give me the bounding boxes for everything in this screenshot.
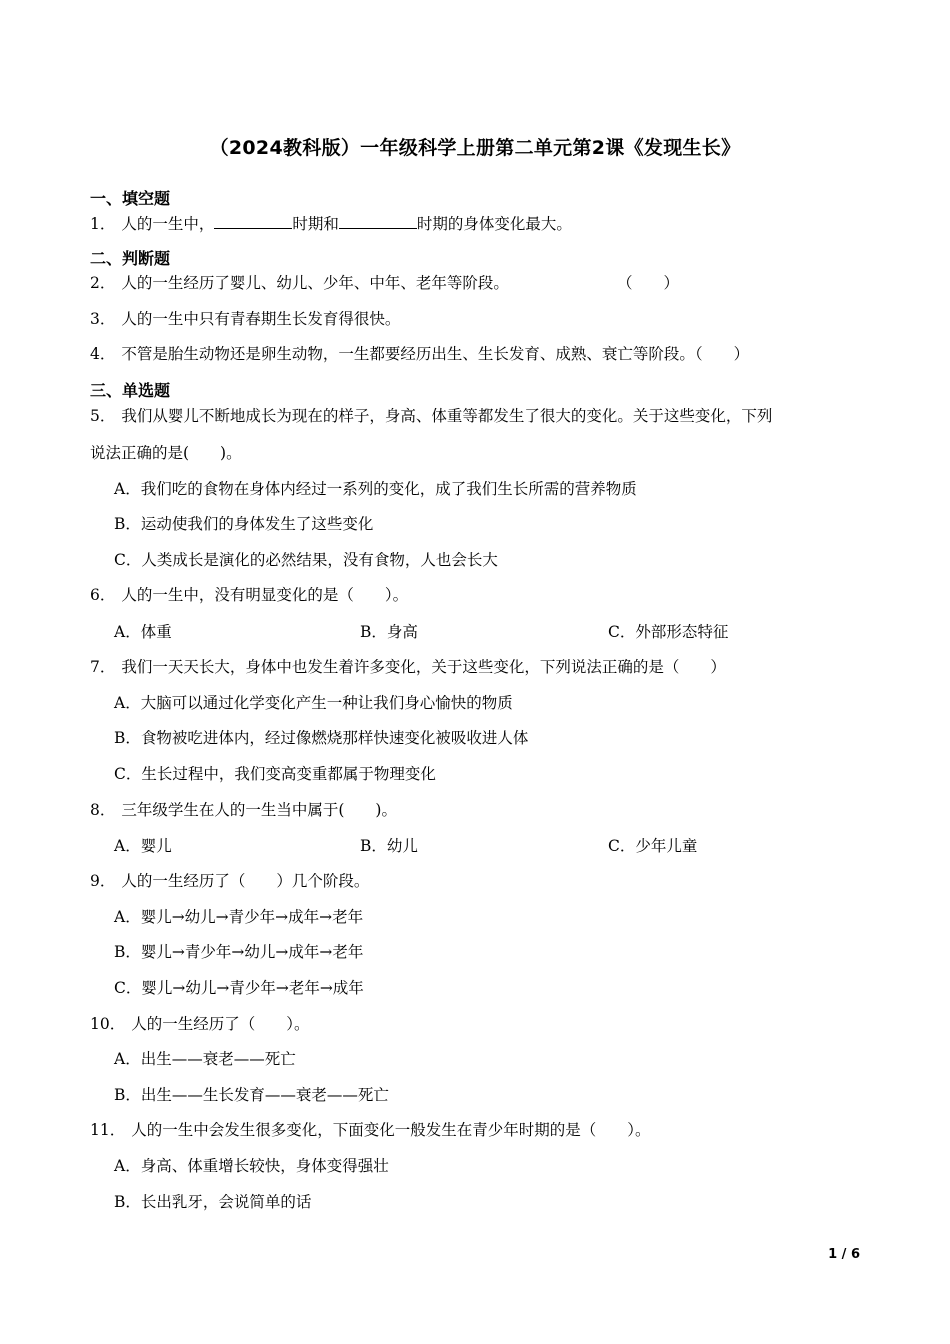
question-5: 5． 我们从婴儿不断地成长为现在的样子，身高、体重等都发生了很大的变化。关于这些变化，下列 bbox=[90, 407, 773, 425]
answer-blank[interactable] bbox=[214, 214, 292, 229]
question-8: 8． 三年级学生在人的一生当中属于( )。 bbox=[90, 801, 397, 819]
question-10: 10． 人的一生经历了（ ）。 bbox=[90, 1015, 310, 1033]
option-c[interactable]: C．婴儿→幼儿→青少年→老年→成年 bbox=[114, 979, 364, 997]
question-6: 6． 人的一生中，没有明显变化的是（ ）。 bbox=[90, 586, 409, 604]
option-c[interactable]: C．生长过程中，我们变高变重都属于物理变化 bbox=[114, 765, 436, 783]
option-b[interactable]: B．身高 bbox=[360, 623, 418, 641]
section-judge-heading: 二、判断题 bbox=[90, 249, 171, 268]
option-a[interactable]: A．我们吃的食物在身体内经过一系列的变化，成了我们生长所需的营养物质 bbox=[114, 480, 637, 498]
section-fill-heading: 一、填空题 bbox=[90, 189, 171, 208]
question-number: 1． bbox=[90, 215, 116, 233]
option-a[interactable]: A．身高、体重增长较快，身体变得强壮 bbox=[114, 1157, 389, 1175]
page-title: （2024教科版）一年级科学上册第二单元第2课《发现生长》 bbox=[209, 137, 741, 159]
option-a[interactable]: A．体重 bbox=[114, 623, 172, 641]
option-a[interactable]: A．出生——衰老——死亡 bbox=[114, 1050, 296, 1068]
option-b[interactable]: B．婴儿→青少年→幼儿→成年→老年 bbox=[114, 943, 364, 961]
option-b[interactable]: B．长出乳牙，会说简单的话 bbox=[114, 1193, 312, 1211]
option-b[interactable]: B．幼儿 bbox=[360, 837, 418, 855]
option-c[interactable]: C．少年儿童 bbox=[608, 837, 698, 855]
question-11: 11． 人的一生中会发生很多变化，下面变化一般发生在青少年时期的是（ ）。 bbox=[90, 1121, 651, 1139]
option-a[interactable]: A．婴儿 bbox=[114, 837, 172, 855]
answer-blank[interactable] bbox=[339, 214, 417, 229]
option-c[interactable]: C．外部形态特征 bbox=[608, 623, 729, 641]
option-c[interactable]: C．人类成长是演化的必然结果，没有食物，人也会长大 bbox=[114, 551, 498, 569]
option-a[interactable]: A．婴儿→幼儿→青少年→成年→老年 bbox=[114, 908, 364, 926]
option-a[interactable]: A．大脑可以通过化学变化产生一种让我们身心愉快的物质 bbox=[114, 694, 513, 712]
section-choice-heading: 三、单选题 bbox=[90, 381, 171, 400]
question-7: 7． 我们一天天长大，身体中也发生着许多变化，关于这些变化，下列说法正确的是（ ） bbox=[90, 658, 726, 676]
answer-paren[interactable]: （ ） bbox=[617, 274, 680, 292]
question-9: 9． 人的一生经历了（ ）几个阶段。 bbox=[90, 872, 370, 890]
option-b[interactable]: B．出生——生长发育——衰老——死亡 bbox=[114, 1086, 389, 1104]
page-number: 1 / 6 bbox=[828, 1247, 860, 1262]
question-1: 1． 人的一生中， 时期和 时期的身体变化最大。 bbox=[90, 215, 572, 233]
question-3: 3． 人的一生中只有青春期生长发育得很快。 bbox=[90, 310, 401, 328]
option-b[interactable]: B．食物被吃进体内，经过像燃烧那样快速变化被吸收进人体 bbox=[114, 729, 529, 747]
question-4: 4． 不管是胎生动物还是卵生动物，一生都要经历出生、生长发育、成熟、衰亡等阶段。（ ） bbox=[90, 345, 750, 363]
question-2: 2． 人的一生经历了婴儿、幼儿、少年、中年、老年等阶段。 bbox=[90, 274, 509, 292]
option-b[interactable]: B．运动使我们的身体发生了这些变化 bbox=[114, 515, 374, 533]
question-5-cont: 说法正确的是( )。 bbox=[90, 444, 242, 462]
